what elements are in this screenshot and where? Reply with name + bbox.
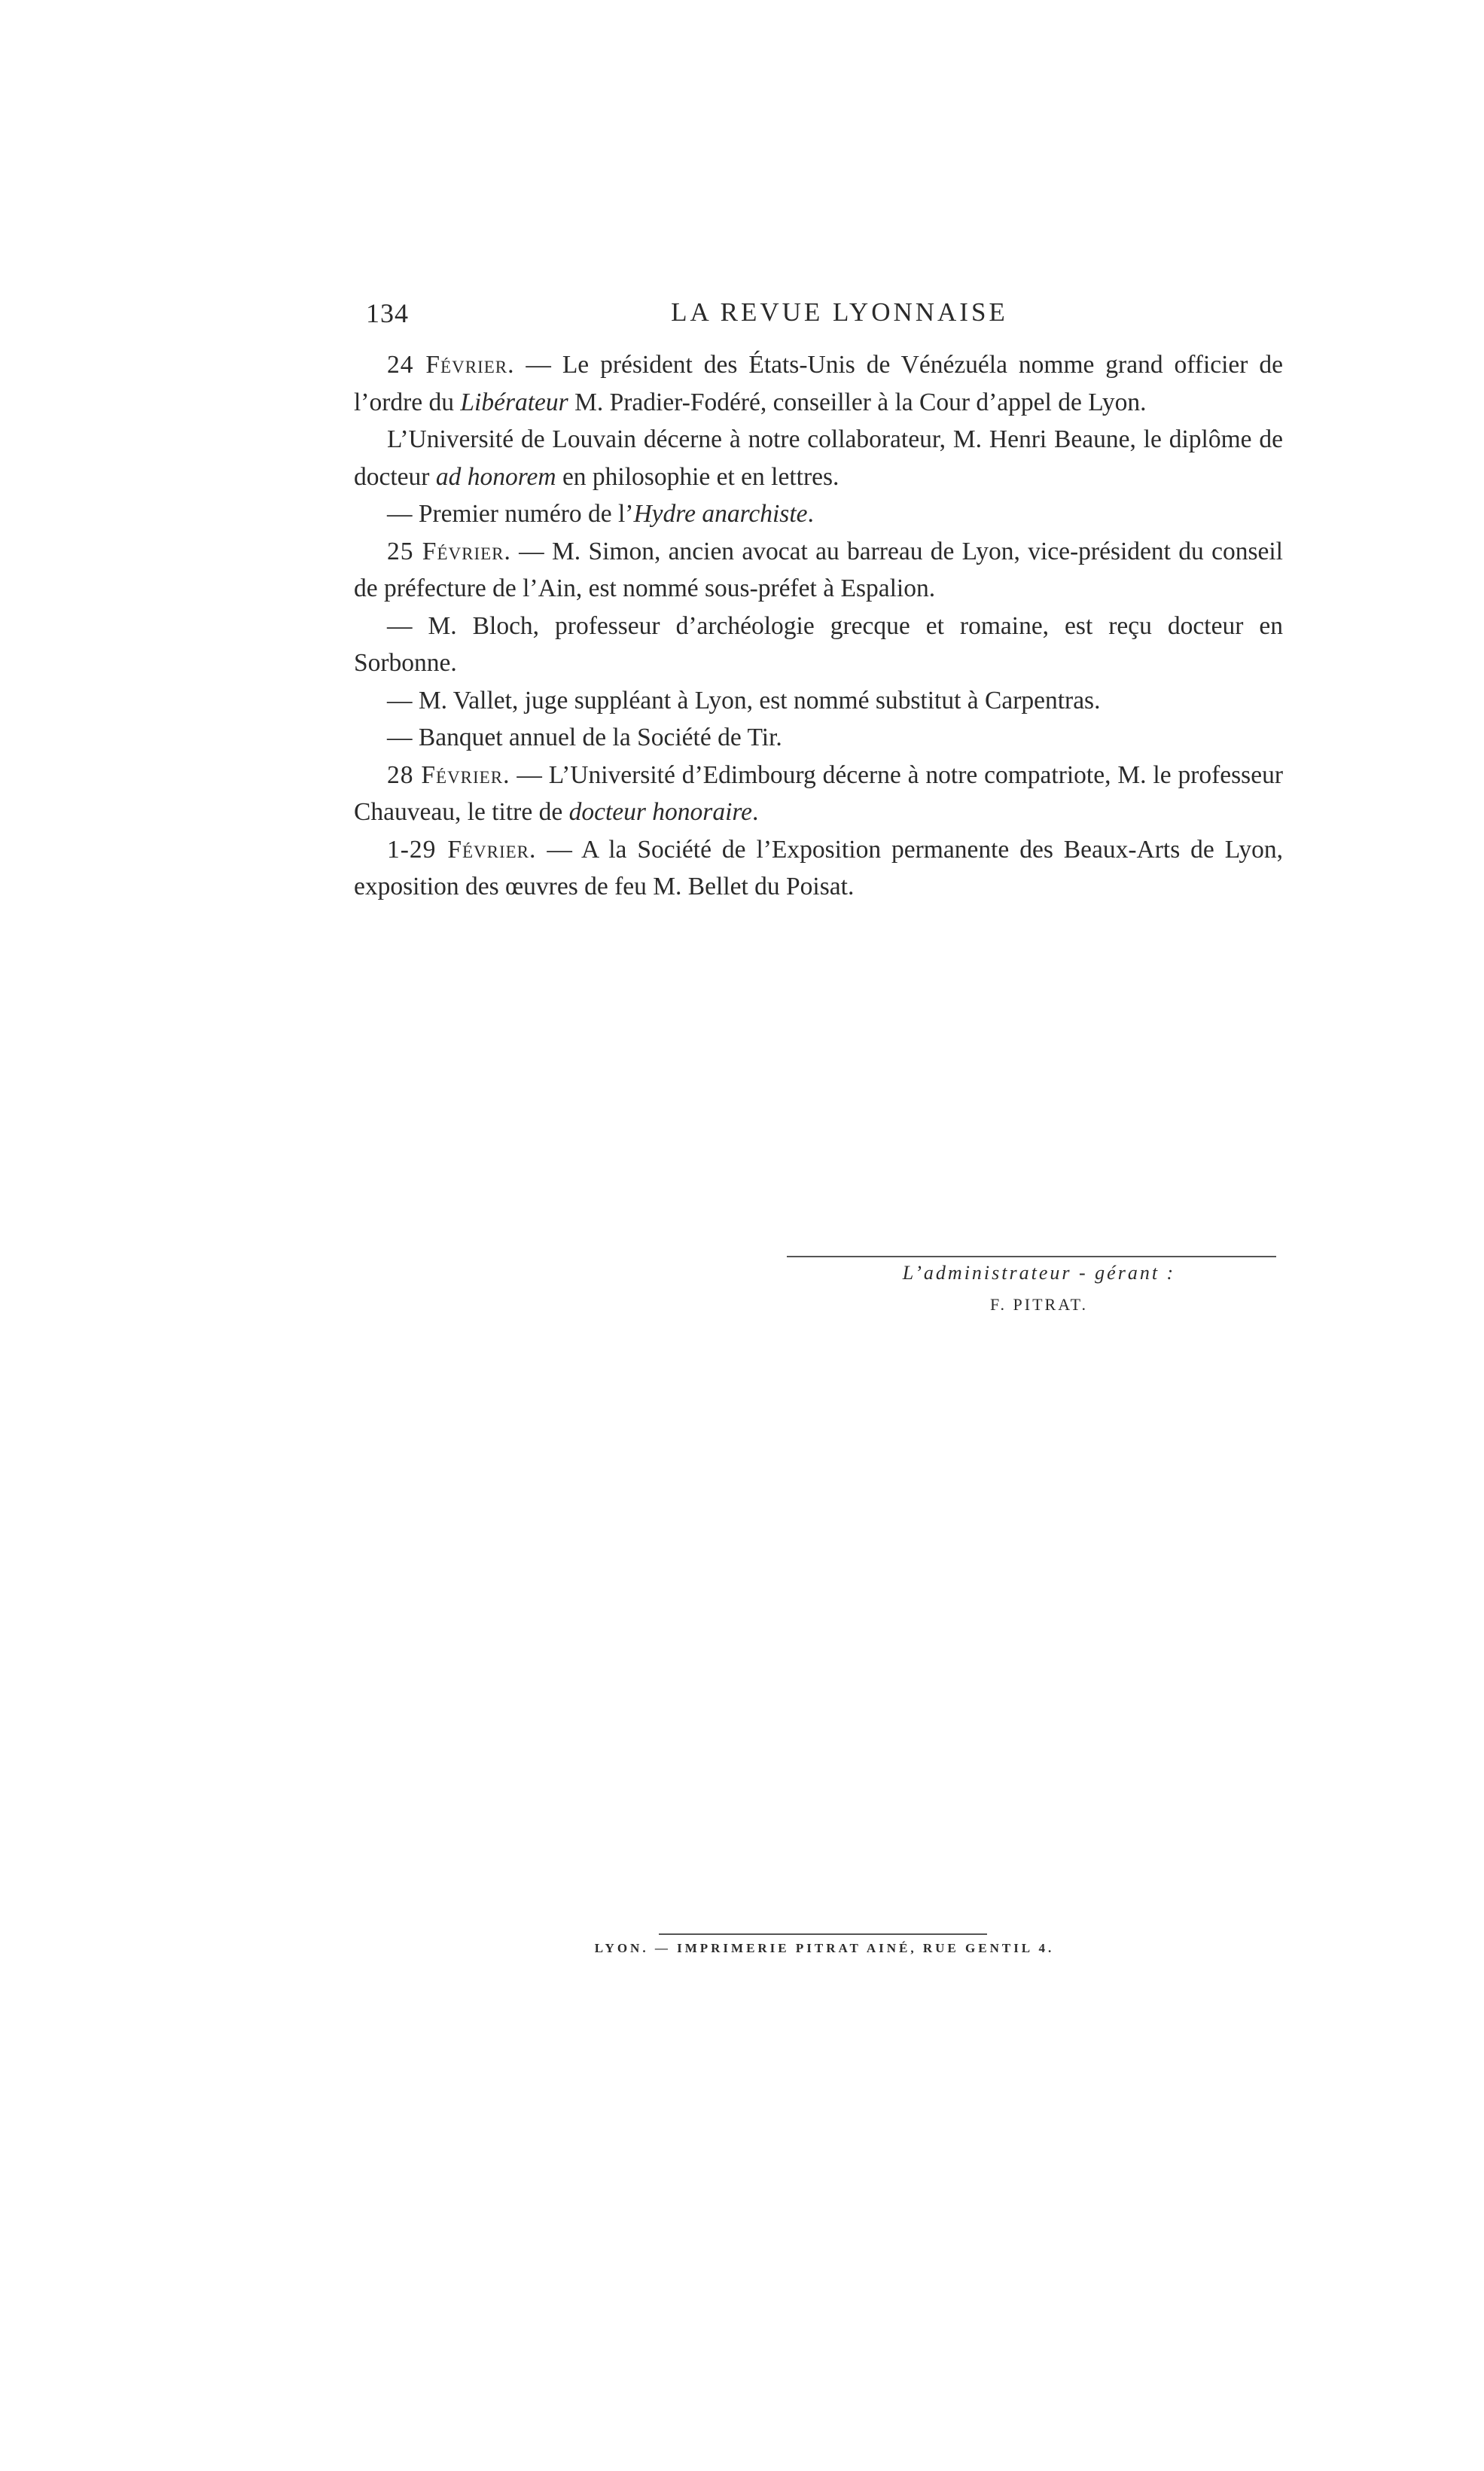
signature-name: F. PITRAT.	[990, 1295, 1088, 1314]
chronicle-body	[354, 346, 1283, 906]
entry-text: — M. Simon, ancien avocat au barreau de Lyon, vice-président du conseil de préfecture de l’Ain, est nommé sous-préfet à Espalion.	[354, 537, 1283, 602]
entry-paragraph	[354, 346, 1283, 421]
imprint-divider	[659, 1933, 987, 1935]
entry-italic: Libérateur	[460, 388, 568, 416]
entry-text: .	[752, 798, 759, 826]
signature-role: L’administrateur - gérant :	[902, 1262, 1176, 1284]
page-header	[366, 297, 1283, 337]
running-title: LA REVUE LYONNAISE	[671, 297, 1008, 327]
entry-text: M. Pradier-Fodéré, conseiller à la Cour d’appel de Lyon.	[568, 388, 1147, 416]
entry-paragraph	[354, 719, 1283, 757]
page-number: 134	[366, 298, 409, 328]
entry-text: — L’Université d’Edimbourg décerne à notre compatriote, M. le professeur Chauveau, le titre de	[354, 760, 1283, 826]
entry-paragraph	[354, 831, 1283, 906]
entry-italic: docteur honoraire	[568, 798, 753, 826]
entry-text: — M. Vallet, juge suppléant à Lyon, est nommé substitut à Carpentras.	[387, 686, 1101, 714]
entry-date: 28 Février.	[387, 760, 510, 789]
entry-paragraph	[354, 421, 1283, 495]
entry-italic: Hydre anarchiste	[633, 500, 808, 528]
entry-paragraph	[354, 495, 1283, 533]
entry-text: — Le président des États-Unis de Vénézuéla nomme grand officier de l’ordre du	[354, 351, 1283, 416]
printer-imprint: LYON. — IMPRIMERIE PITRAT AINÉ, RUE GENTIL 4.	[594, 1941, 1055, 1955]
entry-paragraph	[354, 682, 1283, 720]
entry-date: 25 Février.	[387, 537, 511, 565]
entry-date: 1-29 Février.	[387, 835, 537, 864]
entry-text: — A la Société de l’Exposition permanente des Beaux-Arts de Lyon, exposition des œuvres de feu M. Bellet du Poisat.	[354, 835, 1283, 900]
entry-text: — Banquet annuel de la Société de Tir.	[387, 724, 782, 751]
entry-text: L’Université de Louvain décerne à notre collaborateur, M. Henri Beaune, le diplôme de docteur	[354, 425, 1283, 491]
entry-text: en philosophie et en lettres.	[556, 462, 840, 491]
entry-text: .	[807, 500, 814, 528]
entry-paragraph	[354, 533, 1283, 608]
entry-date: 24 Février.	[387, 351, 515, 379]
entry-text: — M. Bloch, professeur d’archéologie grecque et romaine, est reçu docteur en Sorbonne.	[354, 611, 1283, 677]
entry-italic: ad honorem	[435, 462, 556, 491]
entry-paragraph	[354, 757, 1283, 831]
entry-text: — Premier numéro de l’	[387, 500, 634, 528]
signature-divider	[787, 1256, 1276, 1257]
entry-paragraph	[354, 608, 1283, 682]
